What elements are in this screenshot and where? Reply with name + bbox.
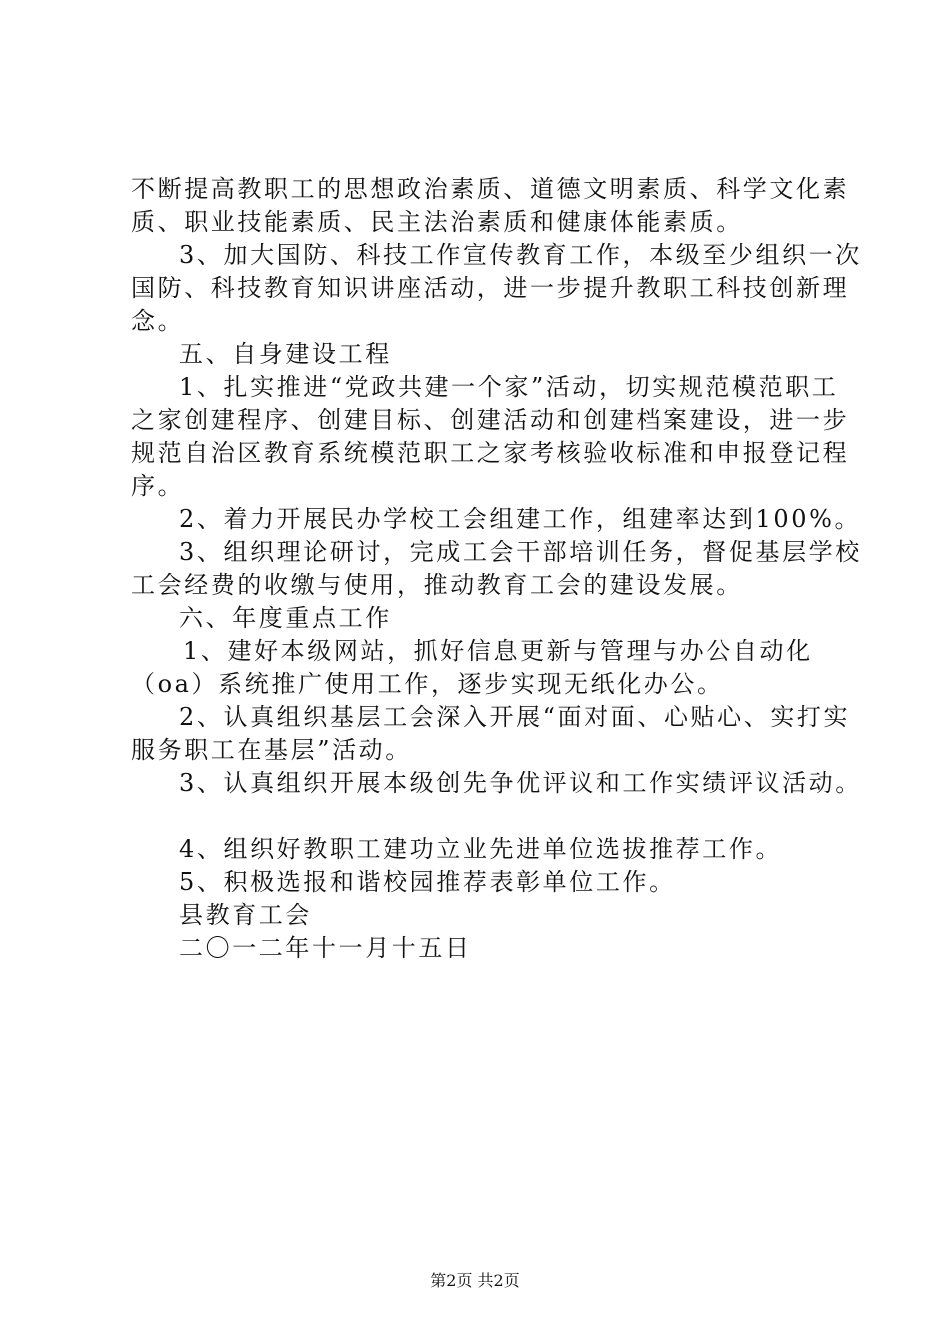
page-number-footer: 第2页 共2页 xyxy=(430,1271,520,1290)
paragraph-line: 序。 xyxy=(131,472,185,500)
section-heading: 五、自身建设工程 xyxy=(179,340,392,368)
paragraph-line: 之家创建程序、创建目标、创建活动和创建档案建设，进一步 xyxy=(131,406,850,434)
paragraph-line: 1、扎实推进“党政共建一个家”活动，切实规范模范职工 xyxy=(179,373,839,401)
paragraph-line: 2、认真组织基层工会深入开展“面对面、心贴心、实打实 xyxy=(179,703,851,731)
paragraph-line: 服务职工在基层”活动。 xyxy=(131,736,412,764)
blank-line xyxy=(131,800,831,833)
signature-date: 二〇一二年十一月十五日 xyxy=(179,934,472,962)
section-heading: 六、年度重点工作 xyxy=(179,604,392,632)
paragraph-line: 3、认真组织开展本级创先争优评议和工作实绩评议活动。 xyxy=(179,769,862,797)
paragraph-line: 2、着力开展民办学校工会组建工作，组建率达到100%。 xyxy=(179,505,862,533)
paragraph-line: （oa）系统推广使用工作，逐步实现无纸化办公。 xyxy=(131,670,724,698)
paragraph-line: 工会经费的收缴与使用，推动教育工会的建设发展。 xyxy=(131,571,743,599)
paragraph-line: 念。 xyxy=(131,307,185,335)
paragraph-line: 5、积极选报和谐校园推荐表彰单位工作。 xyxy=(179,868,676,896)
signature-organization: 县教育工会 xyxy=(179,901,312,929)
paragraph-line: 3、组织理论研讨，完成工会干部培训任务，督促基层学校 xyxy=(179,538,862,566)
paragraph-line: 不断提高教职工的思想政治素质、道德文明素质、科学文化素 xyxy=(131,175,850,203)
document-body xyxy=(131,173,862,965)
paragraph-line: 国防、科技教育知识讲座活动，进一步提升教职工科技创新理 xyxy=(131,274,850,302)
paragraph-line: 4、组织好教职工建功立业先进单位选拔推荐工作。 xyxy=(179,835,783,863)
paragraph-line: 1、建好本级网站，抓好信息更新与管理与办公自动化 xyxy=(183,637,813,665)
paragraph-line: 规范自治区教育系统模范职工之家考核验收标准和申报登记程 xyxy=(131,439,850,467)
paragraph-line: 3、加大国防、科技工作宣传教育工作，本级至少组织一次 xyxy=(179,241,862,269)
paragraph-line: 质、职业技能素质、民主法治素质和健康体能素质。 xyxy=(131,208,743,236)
